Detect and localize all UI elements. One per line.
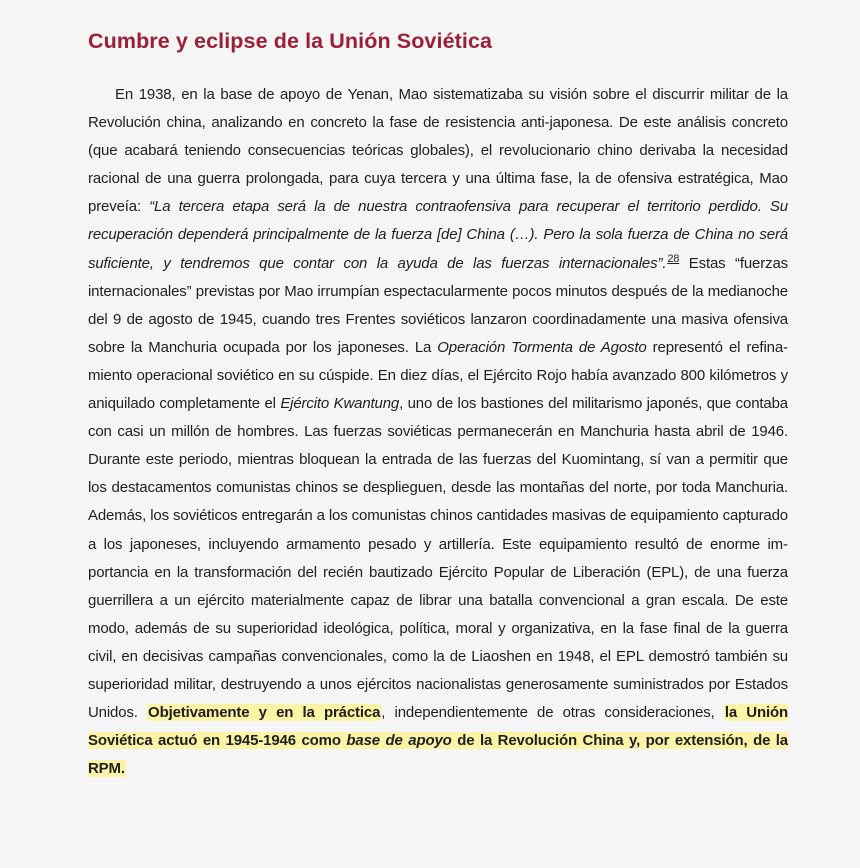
text-run: representó el refinamiento operacional soviético en su cúspide. En diez días, el Ejército Rojo había avanzado 800 kilómetros y aniquilado completamente el bbox=[88, 338, 789, 413]
army-name: Ejército Kwantung bbox=[280, 395, 400, 413]
text-run: Estas “fuerzas internacionales” previstas por Mao irrumpían espectacularmente pocos minutos después de la medianoche del 9 de agosto de 1945, cuando tres Frentes soviéticos lanzaron coordinadamente una masiva ofensiva sobre la Manchuria ocupada por los japoneses. La bbox=[88, 254, 788, 356]
highlight-1: Objetivamente y en la práctica bbox=[148, 704, 381, 722]
highlight-italic: base de apoyo bbox=[346, 732, 452, 750]
text-run: , uno de los bastiones del militarismo japonés, que contaba con casi un millón de hombres. Las fuerzas soviéticas permanecerán en Manchuria hasta abril de 1946. Durante este periodo, mientras bloquean la entrada de las fuerzas del Kuomintang, sí van a permitir que los destacamentos comunistas chinos se desplieguen, desde las montañas del norte, por toda Manchuria. Además, los soviéticos entregarán a los comunistas chinos cantidades masivas de equipamiento capturado a los japoneses, incluyendo armamento pesado y artillería. Este equipamiento resultó de enorme importancia en la transformación del recién bautizado Ejército Popular de Liberación (EPL), de una fuerza guerrillera a un ejército materialmente capaz de librar una batalla convencional a gran escala. De este modo, además de su superioridad ideológica, política, moral y organizativa, en la fase final de la guerra civil, en decisivas campañas convencionales, como la de Liaoshen en 1948, el EPL demostró también su superioridad militar, destruyendo a unos ejércitos nacionalistas generosamente suministrados por Estados Unidos. bbox=[88, 395, 788, 722]
body-paragraph bbox=[88, 81, 788, 783]
operation-name: Operación Tormenta de Agosto bbox=[437, 338, 647, 356]
section-title: Cumbre y eclipse de la Unión Soviética bbox=[88, 29, 493, 53]
text-run: En 1938, en la base de apoyo de Yenan, Mao sistematizaba su visión sobre el discurrir militar de la Revolución china, analizando en concreto la fase de resistencia anti-japonesa. De este análisis concreto (que acabará teniendo consecuencias teóricas globales), el revolucionario chino derivaba la necesidad racional de una guerra prolongada, para cuya tercera y una última fase, la de ofensiva estratégica, Mao preveía: bbox=[88, 86, 788, 216]
text-run: , independientemente de otras consideraciones, bbox=[381, 704, 724, 722]
highlight-text: de la Revolución China y, por extensión, de la RPM. bbox=[88, 732, 789, 778]
mao-quote: “La tercera etapa será la de nuestra contraofensiva para recuperar el territorio perdido. Su recuperación dependerá principalmente de la fuerza [de] China (…). Pero la sola fuerza de China no será suficiente, y tendremos que contar con la ayuda de las fuerzas internacionales”. bbox=[88, 198, 788, 272]
highlight-text: la Unión Soviética actuó en 1945-1946 como bbox=[88, 704, 788, 750]
footnote-link[interactable]: 28 bbox=[667, 252, 680, 265]
